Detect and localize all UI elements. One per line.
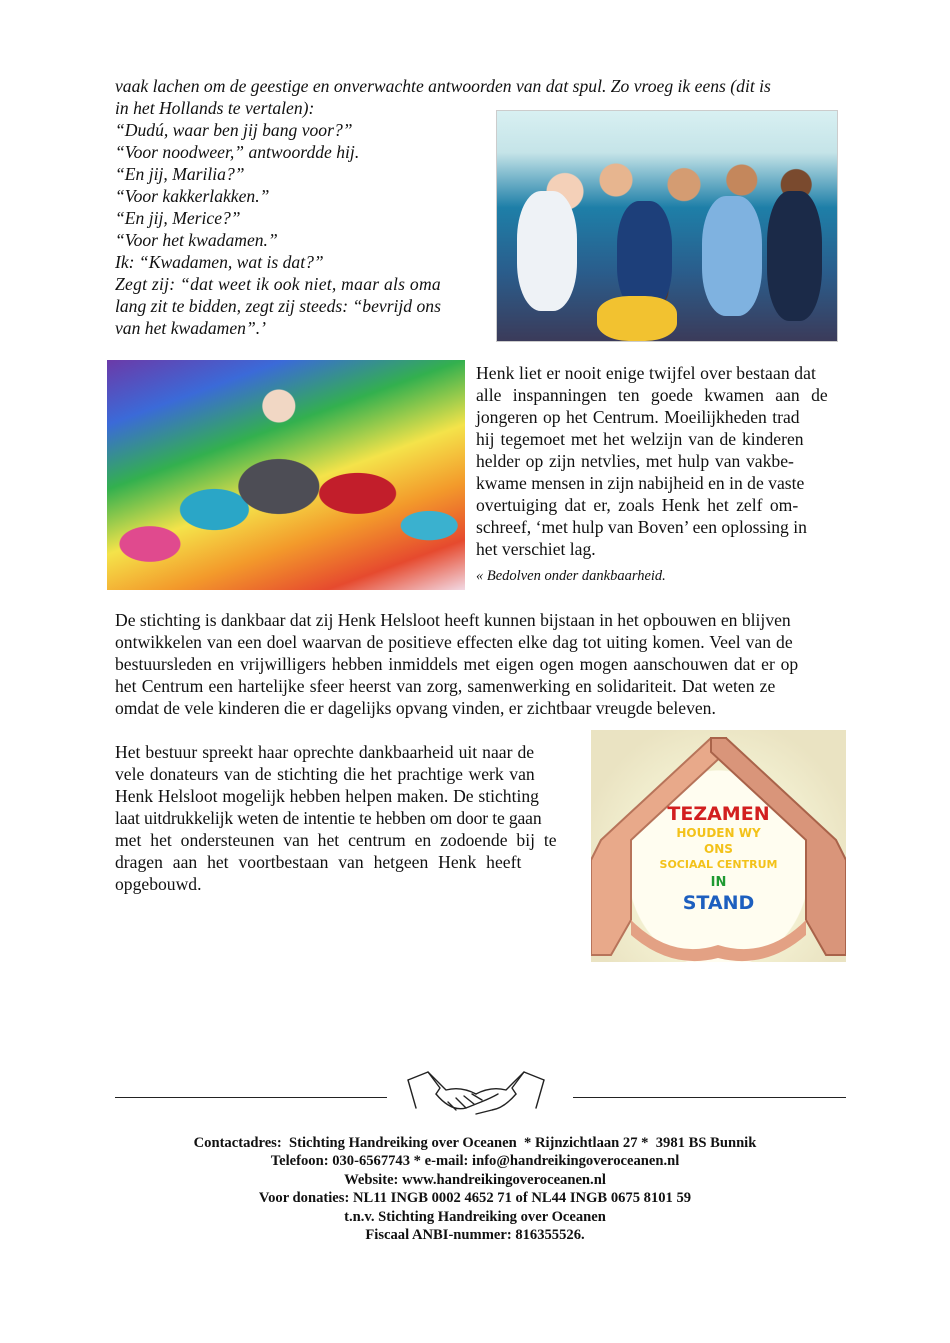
hands-text-line: HOUDEN WY (676, 826, 761, 840)
dialogue-line: “Voor het kwadamen.” (115, 230, 278, 250)
hands-text-line: TEZAMEN (667, 803, 770, 825)
paragraph-line: ontwikkelen van een doel waarvan de positieve effecten elke dag tot uiting komen. Veel van de (115, 632, 793, 652)
paragraph-line: Henk liet er nooit enige twijfel over bestaan dat (476, 363, 817, 383)
bestuur-paragraph (115, 741, 578, 895)
contact-address: Contactadres: Stichting Handreiking over Oceanen * Rijnzichtlaan 27 * 3981 BS Bunnik (193, 1135, 757, 1151)
hands-text-line: SOCIAAL CENTRUM (659, 858, 778, 871)
dialogue-line: “Voor noodweer,” antwoordde hij. (115, 142, 360, 162)
children-group-photo (496, 110, 838, 342)
hands-text-line: IN (710, 875, 727, 890)
contact-website: Website: www.handreikingoveroceanen.nl (344, 1171, 606, 1188)
paragraph-line: opgebouwd. (115, 874, 202, 894)
paragraph-line: alle inspanningen ten goede kwamen aan de (476, 385, 828, 405)
dialogue-line: in het Hollands te vertalen): (115, 98, 315, 118)
paragraph-line: het Centrum een hartelijke sfeer heerst van zorg, samenwerking en solidariteit. Dat weten ze (115, 676, 776, 696)
paragraph-line: laat uitdrukkelijk weten de intentie te hebben om door te gaan (115, 808, 542, 828)
dialogue-intro: vaak lachen om de geestige en onverwachte antwoorden van dat spul. Zo vroeg ik eens (dit is (115, 76, 771, 96)
contact-phone-email: Telefoon: 030-6567743 * e-mail: info@handreikingoveroceanen.nl (270, 1153, 680, 1170)
paragraph-line: het verschiet lag. (476, 539, 596, 559)
dialogue-line: Zegt zij: “dat weet ik ook niet, maar als oma (115, 274, 441, 294)
paragraph-line: met het ondersteunen van het centrum en zodoende bij te (115, 830, 557, 850)
hands-text-line: STAND (682, 892, 755, 914)
dialogue-line: van het kwadamen”.’ (115, 318, 266, 338)
contact-anbi: Fiscaal ANBI-nummer: 816355526. (365, 1227, 585, 1244)
paragraph-line: vele donateurs van de stichting die het prachtige werk van (115, 764, 535, 784)
contact-donations: Voor donaties: NL11 INGB 0002 4652 71 of NL44 INGB 0675 8101 59 (258, 1190, 692, 1207)
dialogue-line: “En jij, Marilia?” (115, 164, 245, 184)
hands-text-line: ONS (704, 842, 733, 856)
dialogue-line: Ik: “Kwadamen, wat is dat?” (115, 252, 324, 272)
paragraph-line: De stichting is dankbaar dat zij Henk Helsloot heeft kunnen bijstaan in het opbouwen en blijven (115, 610, 791, 630)
paragraph-line: dragen aan het voortbestaan van hetgeen Henk heeft (115, 852, 522, 872)
henk-paragraph (476, 362, 838, 560)
paragraph-line: helder op zijn netvlies, met hulp van vakbe- (476, 451, 794, 471)
paragraph-line: overtuiging dat er, zoals Henk het zelf om- (476, 495, 799, 515)
paragraph-line: omdat de vele kinderen die er dagelijks opvang vinden, er zichtbaar vreugde beleven. (115, 698, 716, 718)
photo-caption: « Bedolven onder dankbaarheid. (476, 568, 666, 584)
contact-info (0, 1134, 950, 1244)
paragraph-line: jongeren op het Centrum. Moeilijkheden trad (476, 407, 800, 427)
handshake-icon (406, 1068, 546, 1120)
hands-roof-image (591, 730, 846, 962)
paragraph-line: Henk Helsloot mogelijk hebben helpen maken. De stichting (115, 786, 539, 806)
dialogue-line: “Dudú, waar ben jij bang voor?” (115, 120, 353, 140)
dialogue-line: “Voor kakkerlakken.” (115, 186, 270, 206)
paragraph-line: bestuursleden en vrijwilligers hebben inmiddels met eigen ogen mogen aanschouwen dat er op (115, 654, 799, 674)
paragraph-line: hij tegemoet met het welzijn van de kinderen (476, 429, 804, 449)
contact-account-name: t.n.v. Stichting Handreiking over Oceanen (344, 1208, 606, 1225)
rainbow-stage-photo (107, 360, 465, 590)
paragraph-line: Het bestuur spreekt haar oprechte dankbaarheid uit naar de (115, 742, 535, 762)
paragraph-line: schreef, ‘met hulp van Boven’ een oplossing in (476, 517, 807, 537)
dialogue-line: lang zit te bidden, zegt zij steeds: “bevrijd ons (115, 296, 441, 316)
paragraph-line: kwame mensen in zijn nabijheid en in de vaste (476, 473, 805, 493)
dialogue-line: “En jij, Merice?” (115, 208, 241, 228)
footer-divider-left (115, 1097, 387, 1098)
footer-divider-right (573, 1097, 846, 1098)
stichting-paragraph (115, 609, 838, 719)
